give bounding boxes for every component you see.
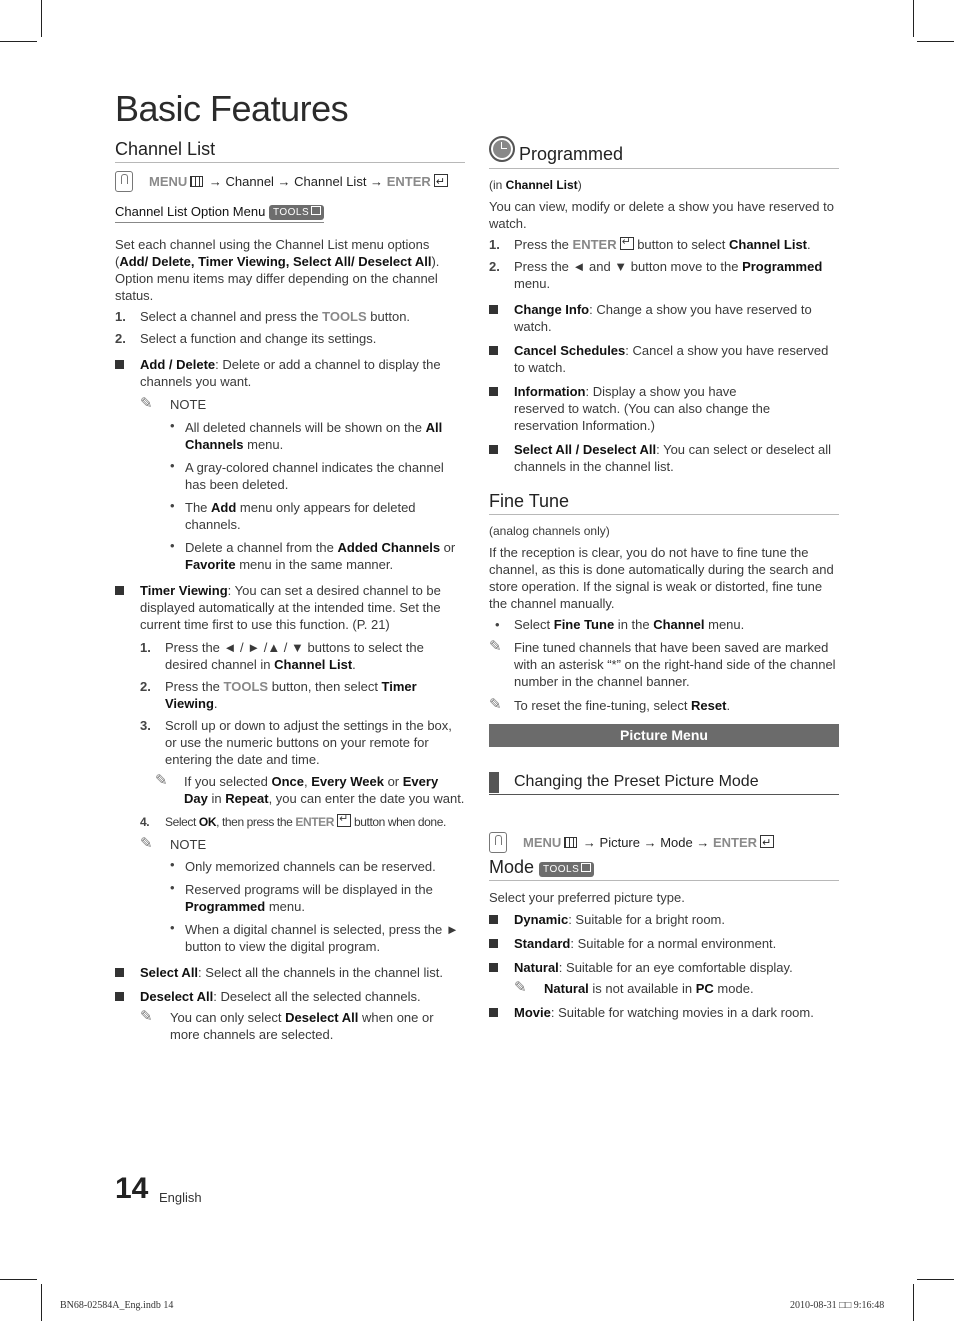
- preset-menu-path: MENU → Picture → Mode → ENTER↵: [489, 832, 839, 854]
- square-bullet-icon: [489, 915, 498, 924]
- reset-note: ✎ To reset the fine-tuning, select Reset.: [489, 696, 731, 713]
- programmed-title-row: [489, 136, 839, 169]
- channel-list-section: [115, 138, 465, 1048]
- list-item: • Delete a channel from the Added Channels or Favorite menu in the same manner.: [170, 538, 456, 572]
- programmed-intro: You can view, modify or delete a show you have reserved to watch.: [489, 199, 834, 231]
- crop-mark: [41, 1284, 42, 1321]
- mode-movie: Movie: Suitable for watching movies in a dark room.: [489, 1004, 839, 1021]
- square-bullet-icon: [489, 939, 498, 948]
- pencil-note-icon: ✎: [155, 772, 168, 789]
- crop-mark: [41, 0, 42, 37]
- repeat-note: ✎ If you selected Once, Every Week or Every Day in Repeat, you can enter the date you want.: [155, 772, 465, 806]
- fine-tune-section: [489, 490, 839, 719]
- list-item: 1. Press the ◄ / ► /▲ / ▼ buttons to select the desired channel in Channel List.: [140, 640, 424, 672]
- page-title: Basic Features: [115, 88, 349, 129]
- mode-intro: Select your preferred picture type.: [489, 890, 685, 905]
- list-item: • All deleted channels will be shown on the All Channels menu.: [170, 418, 443, 452]
- deselect-all-item: Deselect All: Deselect all the selected channels.: [115, 988, 465, 1005]
- list-item: 1. Press the ENTER↵ button to select Channel List.: [489, 236, 839, 253]
- crop-mark: [0, 1279, 37, 1280]
- mode-section: [489, 856, 839, 1027]
- remote-hand-icon: [115, 171, 133, 192]
- crop-mark: [0, 41, 37, 42]
- crop-mark: [917, 41, 954, 42]
- mode-standard: Standard: Suitable for a normal environment.: [489, 935, 839, 952]
- print-slug-file: BN68-02584A_Eng.indb 14: [60, 1300, 174, 1311]
- list-item: 2. Press the ◄ and ▼ button move to the Programmed menu.: [489, 259, 823, 291]
- channel-list-title: Channel List: [115, 138, 465, 163]
- natural-note: ✎ Natural is not available in PC mode.: [514, 979, 754, 996]
- list-item: 1. Select a channel and press the TOOLS button.: [115, 309, 411, 324]
- mode-title-row: [489, 856, 839, 881]
- square-bullet-icon: [115, 992, 124, 1001]
- enter-icon: [337, 814, 351, 827]
- tools-badge: TOOLS: [539, 862, 594, 877]
- pencil-note-icon: ✎: [489, 696, 502, 713]
- tools-icon: [311, 206, 321, 215]
- information-item: Information: Display a show you have reserved to watch. (You can also change the reservation Information.): [489, 383, 839, 434]
- fine-tune-title: Fine Tune: [489, 490, 839, 515]
- list-item: • When a digital channel is selected, press the ► button to view the digital program.: [170, 920, 459, 954]
- deselect-note: ✎ You can only select Deselect All when one or more channels are selected.: [140, 1008, 434, 1042]
- square-bullet-icon: [489, 445, 498, 454]
- select-all-item: Select All: Select all the channels in the channel list.: [115, 964, 465, 981]
- add-delete-item: Add / Delete: Delete or add a channel to display the channels you want.: [115, 356, 465, 390]
- pencil-note-icon: ✎: [489, 638, 502, 655]
- cancel-schedules-item: Cancel Schedules: Cancel a show you have reserved to watch.: [489, 342, 839, 376]
- list-item: 4. Select OK, then press the ENTER↵ button when done.: [140, 814, 465, 831]
- square-bullet-icon: [115, 360, 124, 369]
- list-item: 2. Select a function and change its settings.: [115, 331, 377, 346]
- mode-natural: Natural: Suitable for an eye comfortable display.: [489, 959, 839, 976]
- section-marker: [489, 772, 499, 793]
- crop-mark: [913, 1284, 914, 1321]
- crop-mark: [913, 0, 914, 37]
- square-bullet-icon: [489, 1008, 498, 1017]
- timer-viewing-item: Timer Viewing: You can set a desired channel to be displayed automatically at the intended time. Set the current time first to use this function. (P. 21): [115, 582, 465, 633]
- enter-icon: [434, 174, 448, 187]
- tools-badge: TOOLS: [269, 205, 324, 220]
- list-item: • Select Fine Tune in the Channel menu.: [495, 617, 745, 632]
- channel-list-menu-path: MENU → Channel → Channel List → ENTER↵: [115, 171, 465, 193]
- square-bullet-icon: [115, 586, 124, 595]
- menu-icon: [190, 176, 203, 187]
- list-item: • Reserved programs will be displayed in the Programmed menu.: [170, 880, 433, 914]
- list-item: • The Add menu only appears for deleted channels.: [170, 498, 416, 532]
- list-item: 3. Scroll up or down to adjust the settings in the box, or use the numeric buttons on your remote for entering the date and time.: [140, 718, 452, 767]
- pencil-note-icon: ✎: [140, 395, 153, 412]
- menu-icon: [564, 837, 577, 848]
- page-language: English: [159, 1190, 202, 1205]
- picture-menu-bar: Picture Menu: [489, 724, 839, 747]
- enter-icon: [760, 835, 774, 848]
- square-bullet-icon: [489, 963, 498, 972]
- note-heading: ✎ NOTE: [140, 395, 207, 412]
- preset-picture-title: Changing the Preset Picture Mode: [489, 772, 839, 795]
- change-info-item: Change Info: Change a show you have reserved to watch.: [489, 301, 839, 335]
- pencil-note-icon: ✎: [140, 1008, 153, 1025]
- square-bullet-icon: [115, 968, 124, 977]
- fine-tune-intro: If the reception is clear, you do not have to fine tune the channel, as this is done automatically during the search and store operation. If the signal is weak or distorted, fine tune the channel manually.: [489, 545, 834, 611]
- fine-tune-note: ✎ Fine tuned channels that have been saved are marked with an asterisk “*” on the right-hand side of the channel number in the channel banner.: [489, 638, 836, 689]
- list-item: • Only memorized channels can be reserved.: [170, 857, 436, 874]
- list-item: • A gray-colored channel indicates the channel has been deleted.: [170, 458, 444, 492]
- square-bullet-icon: [489, 305, 498, 314]
- fine-tune-sub: (analog channels only): [489, 524, 610, 538]
- remote-hand-icon: [489, 832, 507, 853]
- list-item: 2. Press the TOOLS button, then select Timer Viewing.: [140, 679, 417, 711]
- mode-title: Mode: [489, 857, 535, 877]
- option-menu-heading: Channel List Option Menu TOOLS: [115, 203, 324, 223]
- pencil-note-icon: ✎: [514, 979, 527, 996]
- note-heading: ✎ NOTE: [140, 835, 207, 852]
- programmed-location: (in Channel List): [489, 178, 582, 192]
- programmed-title: Programmed: [519, 144, 624, 164]
- square-bullet-icon: [489, 346, 498, 355]
- square-bullet-icon: [489, 387, 498, 396]
- enter-icon: [620, 237, 634, 250]
- mode-dynamic: Dynamic: Suitable for a bright room.: [489, 911, 839, 928]
- programmed-section: [489, 136, 839, 481]
- select-deselect-item: Select All / Deselect All: You can select or deselect all channels in the channel list.: [489, 441, 839, 475]
- tools-icon: [581, 863, 591, 872]
- crop-mark: [917, 1279, 954, 1280]
- pencil-note-icon: ✎: [140, 835, 153, 852]
- page-number: 14: [115, 1172, 149, 1205]
- print-slug-timestamp: 2010-08-31 □□ 9:16:48: [790, 1300, 885, 1311]
- channel-list-intro: Set each channel using the Channel List menu options (Add/ Delete, Timer Viewing, Select All/ Deselect All). Option menu items may differ depending on the channel status.: [115, 237, 440, 303]
- clock-icon: [489, 136, 515, 162]
